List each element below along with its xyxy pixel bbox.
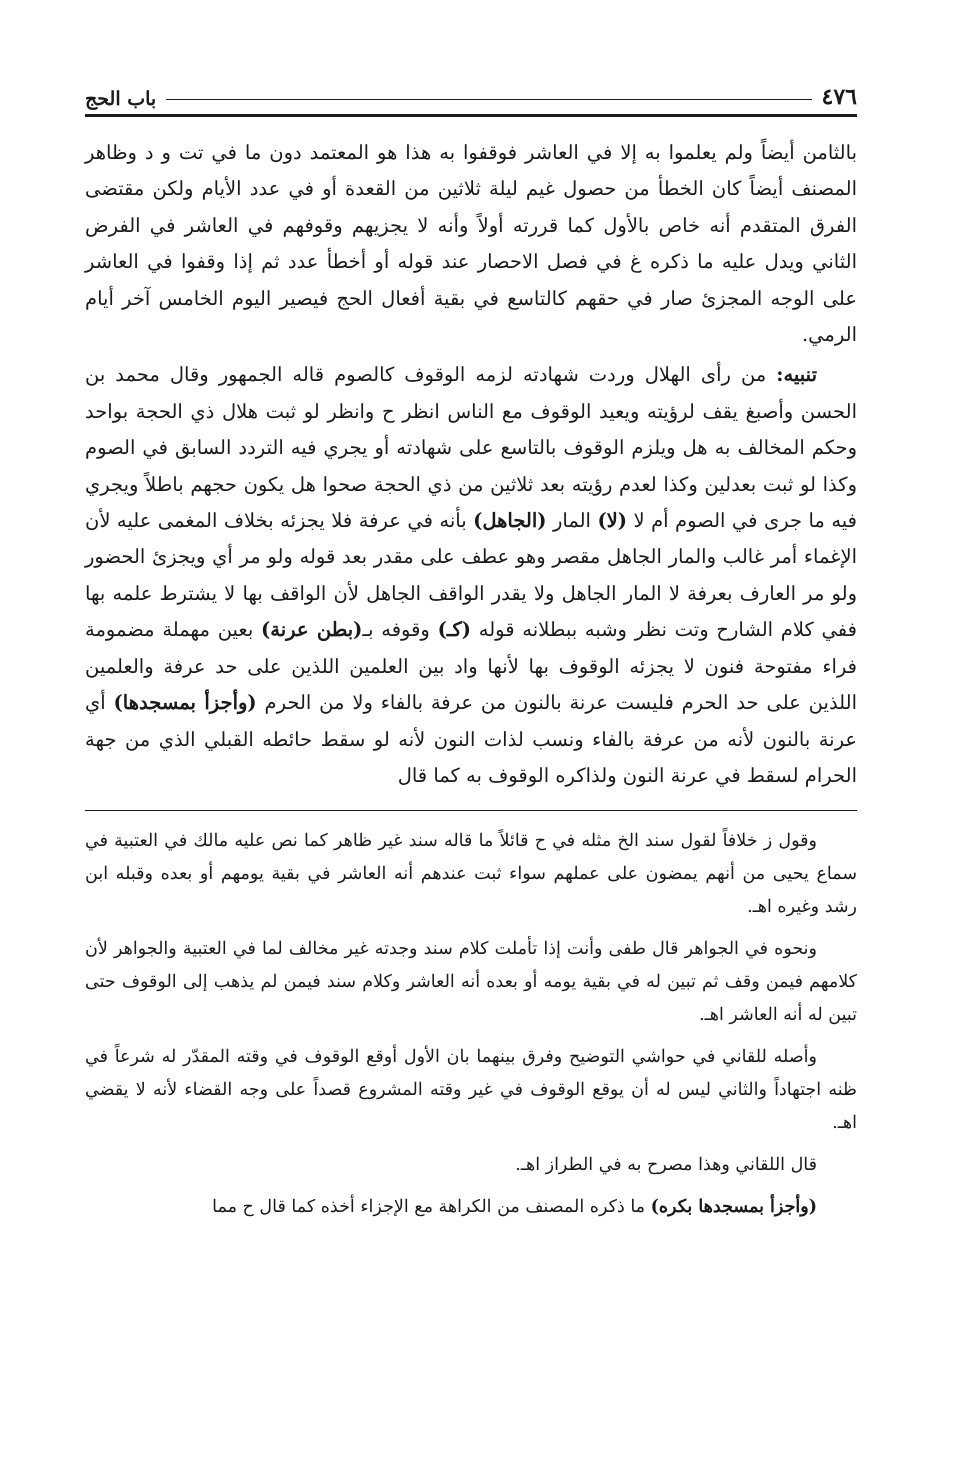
chapter-title: باب الحج [85,88,157,110]
tanbih-label: تنبيه: [776,363,817,387]
footnote-1: وقول ز خلافاً لقول سند الخ مثله في ح قائلاً ما قاله سند غير ظاهر كما نص عليه مالك في العتبية في سماع يحيى من أنهم يمضون على عملهم سواء ثبت عندهم أنه العاشر في بقية يومهم أو بعده وقبله ابن رشد وغيره اهـ. [85,831,857,918]
main-text [85,135,857,794]
footnote-4: قال اللقاني وهذا مصرح به في الطراز اهـ. [515,1155,817,1176]
batn-label: (بطن عرنة) [261,618,363,642]
footnote-5 [85,1191,857,1224]
footnotes [85,825,857,1224]
tanbih-text-3: بأنه في عرفة فلا يجزئه بخلاف المغمى عليه لأن الإغماء أمر غالب والمار الجاهل مقصر وهو عطف على مقدر بعد قوله ولو مر أي ويجزئ الحضور ولو مر العارف بعرفة لا المار الجاهل ولا يقدر الواقف الجاهل لأن الواقف بها لا يشترط علمه بها ففي كلام الشارح وتت نظر وشبه ببطلانه قوله [85,509,857,642]
tanbih-text-5: بعين مهملة مضمومة فراء مفتوحة فنون لا يجزئه الوقوف بها لأنها واد بين العلمين اللذين على حد عرفة والعلمين اللذين على حد الحرم فليست عرنة بالنون من عرفة بالفاء ولا من الحرم [85,618,857,715]
jahil-label: (الجاهل) [473,509,547,533]
main-paragraph-1: بالثامن أيضاً ولم يعلموا به إلا في العاشر فوقفوا به هذا هو المعتمد دون ما في تت و د وظاهر المصنف أيضاً كان الخطأ من حصول غيم ليلة ثلاثين من القعدة أو في عدد الأيام ولكن مقتضى الفرق المتقدم أنه خاص بالأول كما قررته أولاً وأنه لا يجزيهم وقوفهم في العاشر في الفرض الثاني ويدل عليه ما ذكره غ في فصل الاحصار عند قوله أو أخطأ عدد ثم إذا وقفوا في العاشر على الوجه المجزئ صار في حقهم كالتاسع في بقية أفعال الحج فيصير اليوم الخامس آخر أيام الرمي. [85,141,857,347]
page-header [85,70,857,117]
footnote-3: وأصله للقاني في حواشي التوضيح وفرق بينهما بان الأول أوقع الوقوف في وقته المقدّر له شرعاً في ظنه اجتهاداً والثاني ليس له أن يوقع الوقوف في غير وقته المشروع قصداً على وجه القضاء لأنه لا يقضي اهـ. [85,1047,857,1134]
footnote-divider [85,810,857,811]
tanbih-text-2: المار [546,509,598,533]
tanbih-paragraph [85,357,857,794]
k-label: (كـ) [437,618,472,642]
header-rule [166,99,811,100]
tanbih-text-4: وقوفه بـ [362,618,438,642]
footnote-2: ونحوه في الجواهر قال طفى وأنت إذا تأملت كلام سند وجدته غير مخالف لما في العتبية والجواهر لأن كلامهم فيمن وقف ثم تبين له في بقية يومه أو بعده أنه العاشر وكلام سند فيمن لم يذهب إلى الوقوف حتى تبين له أنه العاشر اهـ. [85,939,857,1026]
tanbih-text-1: من رأى الهلال وردت شهادته لزمه الوقوف كالصوم قاله الجمهور وقال محمد بن الحسن وأصبغ يقف لرؤيته ويعيد الوقوف مع الناس انظر ح وانظر لو ثبت هلال ذي الحجة بواحد وحكم المخالف به هل ويلزم الوقوف بالتاسع على شهادته أو يجري فيه التردد السابق في الصوم وكذا لو ثبت بعدلين وكذا لعدم رؤيته بعد ثلاثين من ذي الحجة صحوا هل يكون حجهم باطلاً ويجري فيه ما جرى في الصوم أم لا [85,363,857,533]
footnote-5-text: ما ذكره المصنف من الكراهة مع الإجزاء أخذه كما قال ح مما [212,1197,651,1218]
tanbih-text-6: أي عرنة بالنون لأنه من عرفة بالفاء ونسب لذات النون لأنه لو سقط حائطه القبلي الذي من جهة الحرام لسقط في عرنة النون ولذاكره الوقوف به كما قال [85,691,857,787]
footnote-5-label: (وأجزأ بمسجدها بكره) [650,1197,817,1218]
page-number: ٤٧٦ [821,84,857,110]
book-page [85,70,857,1233]
ajzaa-label: (وأجزأ بمسجدها) [113,691,257,715]
la-label: (لا) [597,509,628,533]
